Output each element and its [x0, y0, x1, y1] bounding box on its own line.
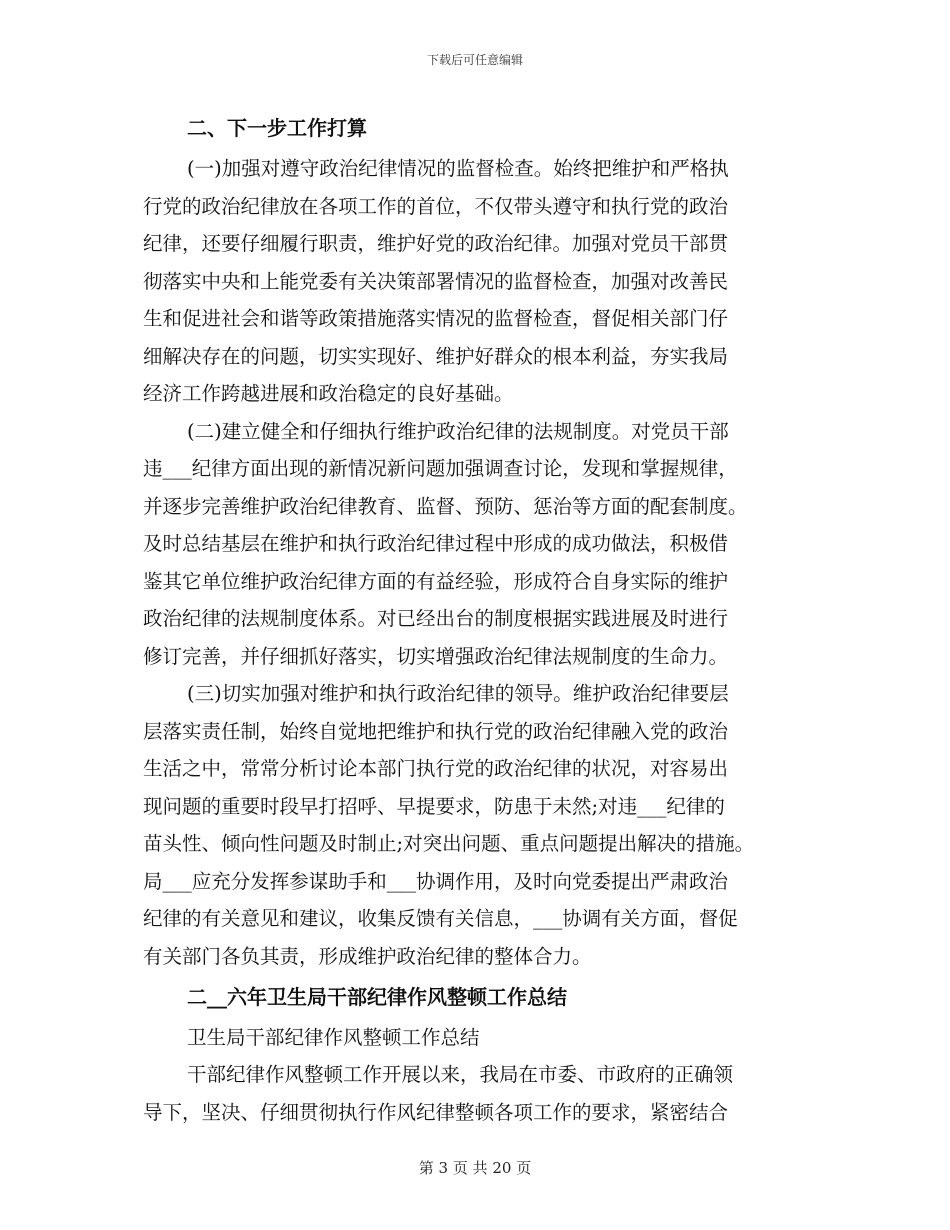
paragraph-line: 修订完善，并仔细抓好落实，切实增强政治纪律法规制度的生命力。: [143, 644, 729, 668]
paragraph-line: 政治纪律的法规制度体系。对已经出台的制度根据实践进展及时进行: [143, 607, 729, 630]
paragraph-line: 层落实责任制，始终自觉地把维护和执行党的政治纪律融入党的政治: [143, 719, 729, 743]
paragraph-line: 局___应充分发挥参谋助手和___协调作用，及时向党委提出严肃政治: [143, 869, 729, 893]
paragraph-line: (三)切实加强对维护和执行政治纪律的领导。维护政治纪律要层: [187, 682, 729, 705]
paragraph-line: 彻落实中央和上能党委有关决策部署情况的监督检查，加强对改善民: [143, 269, 729, 293]
paragraph-regulations: [143, 413, 807, 676]
paragraph-line: 纪律的有关意见和建议，收集反馈有关信息，___协调有关方面，督促: [143, 907, 738, 930]
paragraph-line: 及时总结基层在维护和执行政治纪律过程中形成的成功做法，积极借: [143, 532, 729, 555]
paragraph-line: 导下，坚决、仔细贯彻执行作风纪律整顿各项工作的要求，紧密结合: [143, 1100, 729, 1124]
paragraph-line: 生和促进社会和谐等政策措施落实情况的监督检查，督促相关部门仔: [143, 307, 729, 330]
paragraph-line: 干部纪律作风整顿工作开展以来，我局在市委、市政府的正确领: [187, 1063, 734, 1086]
paragraph-line: 鉴其它单位维护政治纪律方面的有益经验，形成符合自身实际的维护: [143, 569, 729, 593]
paragraph-line: 现问题的重要时段早打招呼、早提要求，防患于未然;对违___纪律的: [143, 794, 725, 818]
paragraph-supervision: [143, 150, 807, 413]
paragraph-line: (二)建立健全和仔细执行维护政治纪律的法规制度。对党员干部: [187, 419, 729, 443]
paragraph-line: 有关部门各负其责，形成维护政治纪律的整体合力。: [143, 944, 592, 968]
section-heading-summary: 二__六年卫生局干部纪律作风整顿工作总结: [187, 985, 567, 1009]
document-subtitle: 卫生局干部纪律作风整顿工作总结: [187, 1026, 480, 1049]
page-number: 第 3 页 共 20 页: [418, 1159, 532, 1177]
paragraph-line: (一)加强对遵守政治纪律情况的监督检查。始终把维护和严格执: [187, 157, 729, 180]
paragraph-line: 经济工作跨越进展和政治稳定的良好基础。: [143, 382, 514, 405]
paragraph-intro: [143, 1056, 807, 1131]
paragraph-line: 并逐步完善维护政治纪律教育、监督、预防、惩治等方面的配套制度。: [143, 494, 748, 518]
paragraph-line: 生活之中，常常分析讨论本部门执行党的政治纪律的状况，对容易出: [143, 757, 729, 780]
section-heading-next-steps: 二、下一步工作打算: [187, 116, 367, 140]
paragraph-line: 纪律，还要仔细履行职责，维护好党的政治纪律。加强对党员干部贯: [143, 232, 729, 255]
page-header: 下载后可任意编辑: [426, 53, 523, 67]
paragraph-line: 苗头性、倾向性问题及时制止;对突出问题、重点问题提出解决的措施。: [143, 832, 755, 855]
paragraph-line: 行党的政治纪律放在各项工作的首位，不仅带头遵守和执行党的政治: [143, 194, 729, 218]
paragraph-line: 细解决存在的问题，切实实现好、维护好群众的根本利益，夯实我局: [143, 344, 729, 368]
document-body: [143, 106, 807, 1131]
paragraph-line: 违___纪律方面出现的新情况新问题加强调查讨论，发现和掌握规律，: [143, 457, 738, 480]
paragraph-leadership: [143, 675, 807, 975]
